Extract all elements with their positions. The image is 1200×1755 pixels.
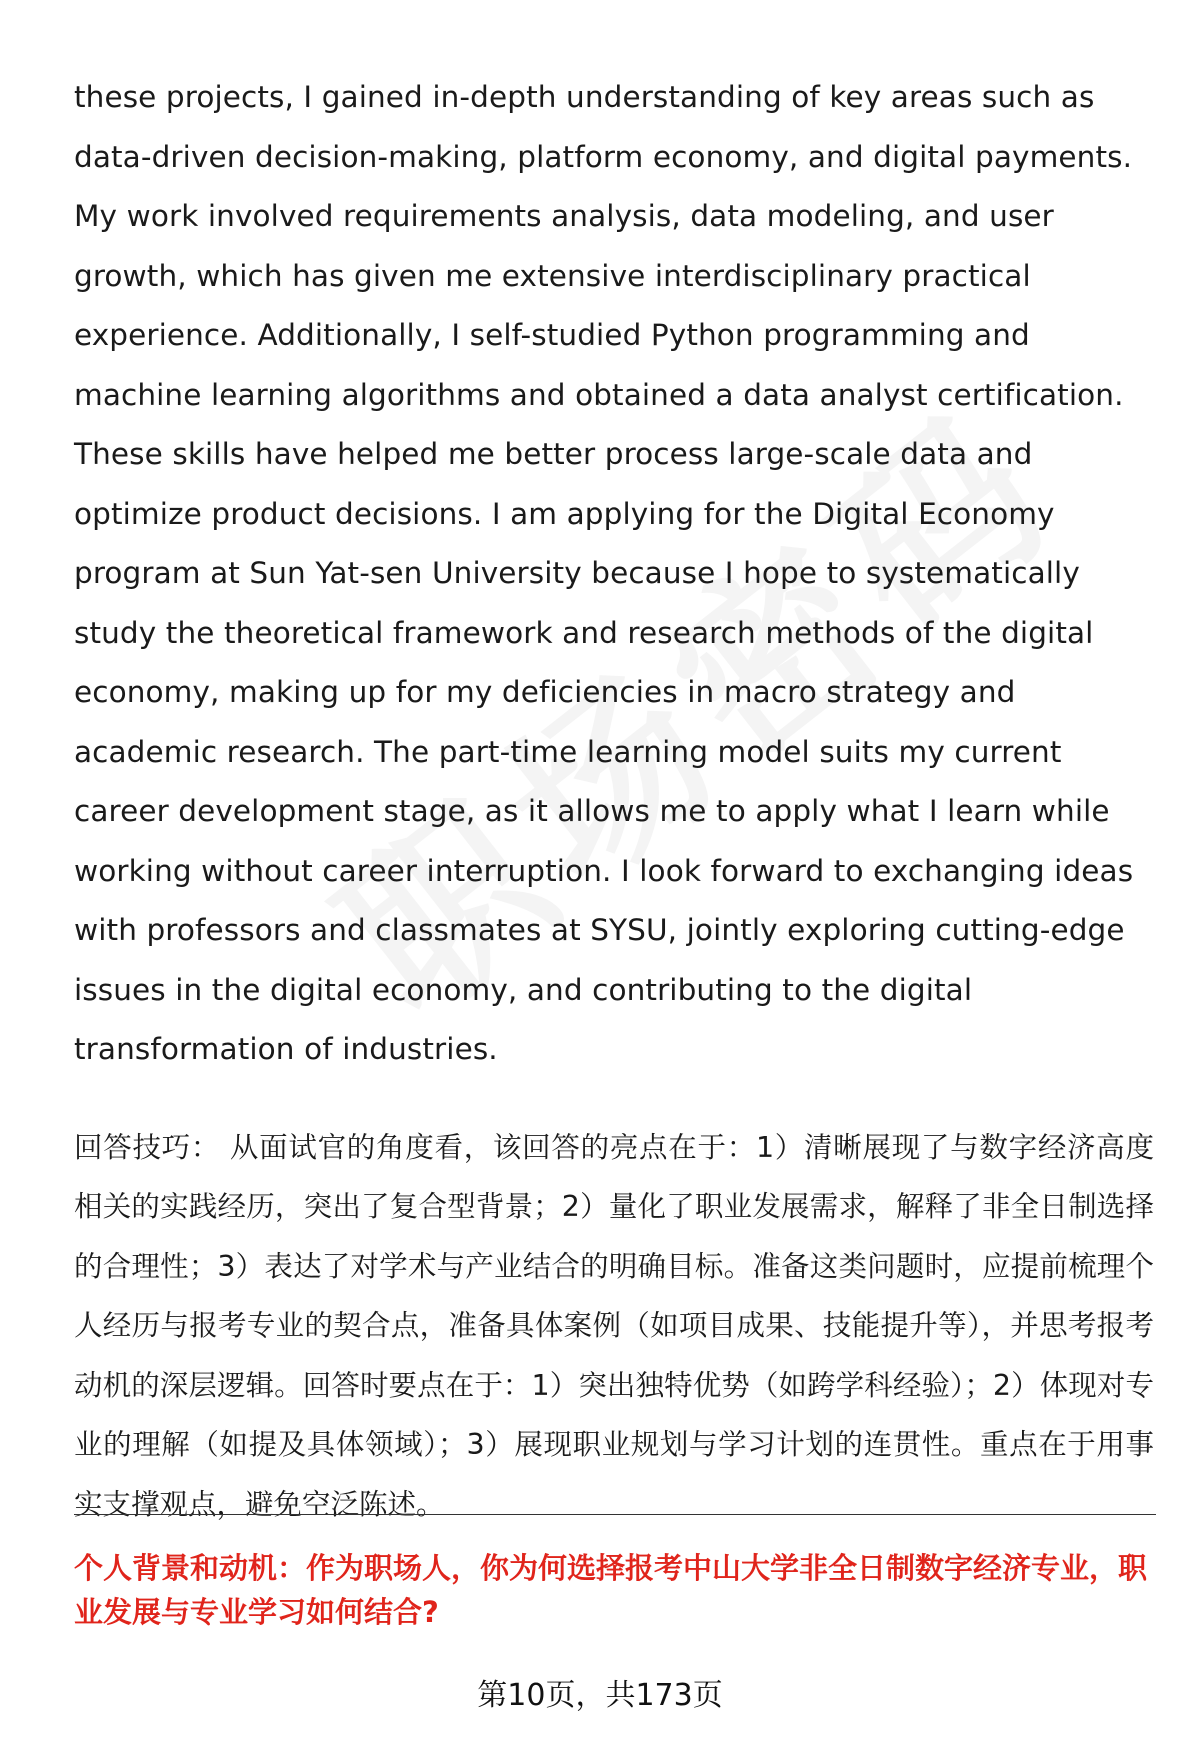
page-number-footer: 第10页，共173页: [477, 1678, 723, 1713]
answer-essay-paragraph: these projects, I gained in-depth understanding of key areas such as data-driven decision-making, platform economy, and digital payments. My work involved requirements analysis, data modeling, and user growth, which has given me extensive interdisciplinary practical experience. Additionally, I self-studied Python programming and machine learning algorithms and obtained a data analyst certification. These skills have helped me better process large-scale data and optimize product decisions. I am applying for the Digital Economy program at Sun Yat-sen University because I hope to systematically study the theoretical framework and research methods of the digital economy, making up for my deficiencies in macro strategy and academic research. The part-time learning model suits my current career development stage, as it allows me to apply what I learn while working without career interruption. I look forward to exchanging ideas with professors and classmates at SYSU, jointly exploring cutting-edge issues in the digital economy, and contributing to the digital transformation of industries.: [74, 80, 1134, 1066]
section-divider: [74, 1514, 1156, 1515]
answer-tips-paragraph: 回答技巧： 从面试官的角度看，该回答的亮点在于：1）清晰展现了与数字经济高度相关的实践经历，突出了复合型背景；2）量化了职业发展需求，解释了非全日制选择的合理性；3）表达了对学术与产业结合的明确目标。准备这类问题时，应提前梳理个人经历与报考专业的契合点，准备具体案例（如项目成果、技能提升等），并思考报考动机的深层逻辑。回答时要点在于：1）突出独特优势（如跨学科经验）；2）体现对专业的理解（如提及具体领域）；3）展现职业规划与学习计划的连贯性。重点在于用事实支撑观点，避免空泛陈述。: [74, 1130, 1154, 1521]
next-question-heading: 个人背景和动机：作为职场人，你为何选择报考中山大学非全日制数字经济专业，职业发展与专业学习如何结合?: [74, 1551, 1148, 1629]
page-content: [74, 68, 1154, 1534]
